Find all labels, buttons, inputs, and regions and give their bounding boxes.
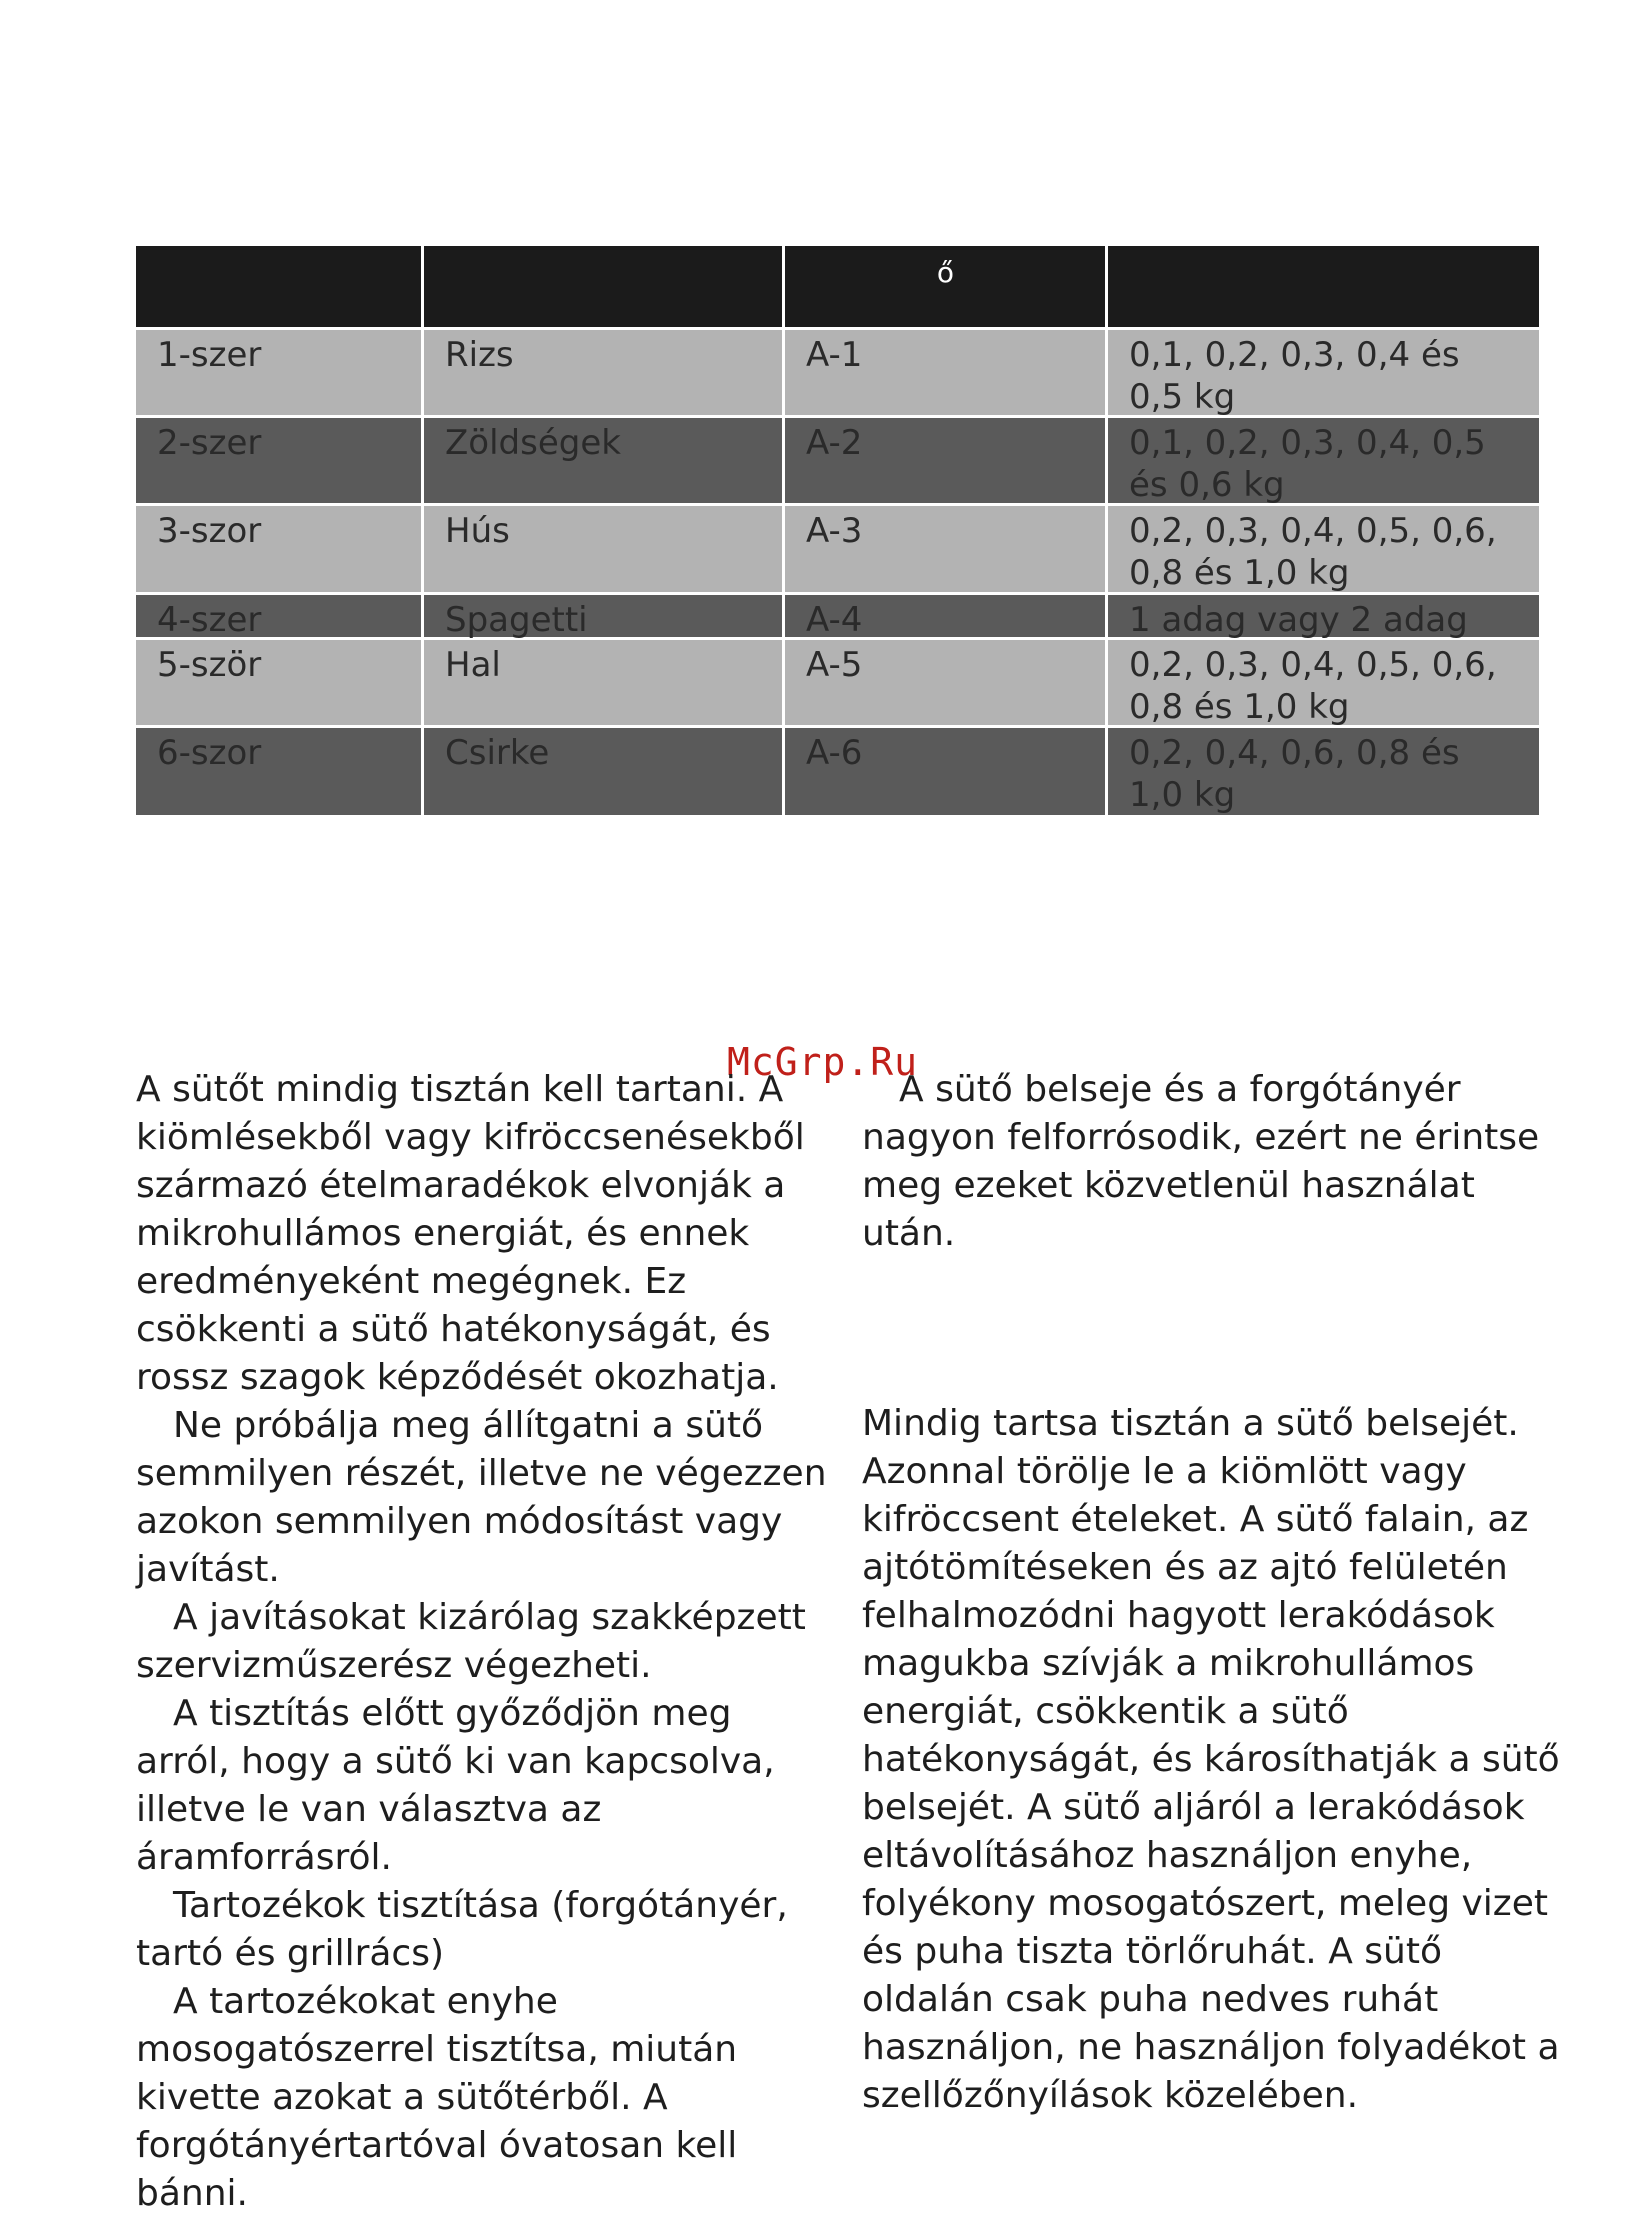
table-cell: 0,2, 0,3, 0,4, 0,5, 0,6, 0,8 és 1,0 kg xyxy=(1129,645,1497,727)
right-text-column-top xyxy=(862,1066,1562,1258)
table-cell: A-1 xyxy=(785,330,1108,415)
header-cell xyxy=(136,246,424,327)
paragraph: Mindig tartsa tisztán a sütő belsejét. Azonnal törölje le a kiömlött vagy kifröccsent ételeket. A sütő falain, az ajtótömítéseken és az ajtó felületén felhalmozódni hagyott lerakódások magukba szívják a mikrohullámos energiát, csökkentik a sütő hatékonyságát, és károsíthatják a sütő belsejét. A sütő aljáról a lerakódások eltávolításához használjon enyhe, folyékony mosogatószert, meleg vizet és puha tiszta törlőruhát. A sütő oldalán csak puha nedves ruhát használjon, ne használjon folyadékot a szellőzőnyílások közelében. xyxy=(862,1403,1560,2116)
table-cell: A-5 xyxy=(785,640,1108,725)
left-text-column xyxy=(136,1066,836,2218)
section-heading: Tartozékok tisztítása (forgótányér, tartó és grillrács) xyxy=(136,1885,788,1974)
table-cell: 5-ször xyxy=(136,640,424,725)
table-cell: Zöldségek xyxy=(424,418,785,503)
header-cell xyxy=(424,246,785,327)
table-row xyxy=(136,728,1539,815)
table-cell: A-2 xyxy=(785,418,1108,503)
table-row xyxy=(136,640,1539,728)
table-cell: 0,2, 0,4, 0,6, 0,8 és 1,0 kg xyxy=(1129,733,1460,815)
table-cell: Spagetti xyxy=(424,595,785,637)
header-cell: ő xyxy=(785,246,1108,327)
table-cell: 0,1, 0,2, 0,3, 0,4, 0,5 és 0,6 kg xyxy=(1129,423,1486,505)
table-cell: 0,2, 0,3, 0,4, 0,5, 0,6, 0,8 és 1,0 kg xyxy=(1129,511,1497,593)
table-row xyxy=(136,330,1539,418)
paragraph: Ne próbálja meg állítgatni a sütő semmilyen részét, illetve ne végezzen azokon semmilyen módosítást vagy javítást. xyxy=(136,1405,827,1590)
table-cell: Hal xyxy=(424,640,785,725)
table-row xyxy=(136,506,1539,595)
table-cell: A-4 xyxy=(785,595,1108,637)
table-cell: Hús xyxy=(424,506,785,592)
paragraph: A sütő belseje és a forgótányér nagyon felforrósodik, ezért ne érintse meg ezeket közvetlenül használat után. xyxy=(862,1069,1540,1254)
table-cell: A-6 xyxy=(785,728,1108,815)
right-text-column-bottom xyxy=(862,1400,1562,2120)
table-cell: 6-szor xyxy=(136,728,424,815)
table-cell: 1 adag vagy 2 adag xyxy=(1129,600,1468,640)
table-cell: 4-szer xyxy=(136,595,424,637)
cooking-table xyxy=(136,246,1539,815)
table-row xyxy=(136,418,1539,506)
table-row xyxy=(136,595,1539,640)
paragraph: A javításokat kizárólag szakképzett szervizműszerész végezheti. xyxy=(136,1597,806,1686)
table-cell: Csirke xyxy=(424,728,785,815)
table-cell: 0,1, 0,2, 0,3, 0,4 és 0,5 kg xyxy=(1129,335,1460,417)
table-cell: Rizs xyxy=(424,330,785,415)
table-cell: 1-szer xyxy=(136,330,424,415)
paragraph: A tisztítás előtt győződjön meg arról, hogy a sütő ki van kapcsolva, illetve le van választva az áramforrásról. xyxy=(136,1693,775,1878)
paragraph: A sütőt mindig tisztán kell tartani. A kiömlésekből vagy kifröccsenésekből származó ételmaradékok elvonják a mikrohullámos energiát, és ennek eredményeként megégnek. Ez csökkenti a sütő hatékonyságát, és rossz szagok képződését okozhatja. xyxy=(136,1069,805,1398)
header-cell xyxy=(1108,246,1539,327)
table-cell: 3-szor xyxy=(136,506,424,592)
watermark: McGrp.Ru xyxy=(727,1040,919,1084)
table-cell: A-3 xyxy=(785,506,1108,592)
table-cell: 2-szer xyxy=(136,418,424,503)
paragraph: A tartozékokat enyhe mosogatószerrel tisztítsa, miután kivette azokat a sütőtérből. A forgótányértartóval óvatosan kell bánni. xyxy=(136,1981,738,2214)
table-header-row xyxy=(136,246,1539,330)
